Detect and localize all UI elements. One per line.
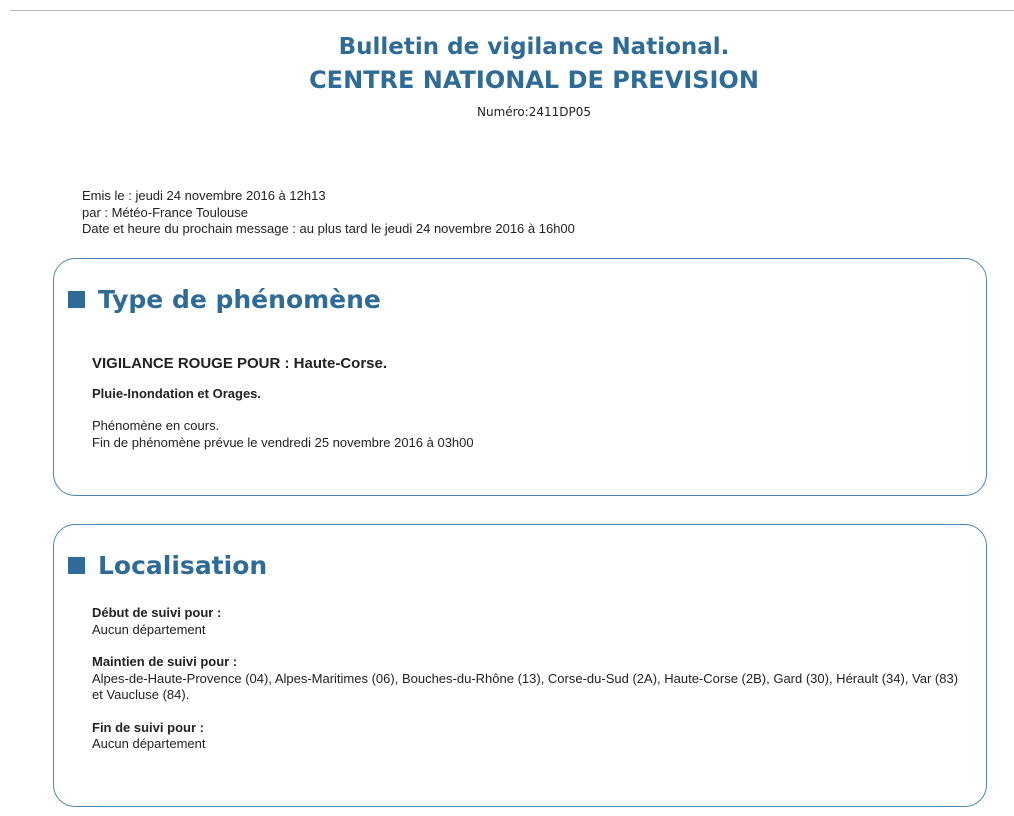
issued-date: Emis le : jeudi 24 novembre 2016 à 12h13 (82, 188, 326, 203)
phenomenon-header (68, 285, 381, 314)
phenomenon-body (92, 355, 474, 451)
localisation-panel (53, 524, 987, 807)
top-divider (10, 10, 1014, 11)
bulletin-title: Bulletin de vigilance National. (338, 34, 730, 60)
localisation-body (92, 605, 972, 769)
phenomenon-end: Fin de phénomène prévue le vendredi 25 novembre 2016 à 03h00 (92, 434, 474, 450)
fin-value: Aucun département (92, 736, 206, 751)
debut-value: Aucun département (92, 621, 206, 637)
maintien-block (92, 654, 972, 704)
square-bullet-icon (68, 557, 85, 574)
maintien-label: Maintien de suivi pour : (92, 654, 238, 669)
localisation-heading: Localisation (98, 551, 268, 580)
issued-by: par : Météo-France Toulouse (82, 204, 248, 220)
phenomenon-status: Phénomène en cours. (92, 418, 220, 433)
square-bullet-icon (68, 291, 85, 308)
red-alert-text: VIGILANCE ROUGE POUR : Haute-Corse. (92, 355, 388, 372)
maintien-value: Alpes-de-Haute-Provence (04), Alpes-Maritimes (06), Bouches-du-Rhône (13), Corse-du-Sud (2A), Haute-Corse (2B), Gard (30), Hérault (34), Var (83) et Vaucluse (84). (92, 670, 959, 702)
phenomenon-heading: Type de phénomène (98, 285, 381, 314)
bulletin-meta (82, 188, 575, 238)
phenomenon-panel (53, 258, 987, 496)
fin-block (92, 720, 972, 753)
debut-block (92, 605, 972, 638)
centre-title: CENTRE NATIONAL DE PREVISION (309, 66, 759, 94)
hazard-type: Pluie-Inondation et Orages. (92, 386, 262, 401)
debut-label: Début de suivi pour : (92, 605, 222, 620)
fin-label: Fin de suivi pour : (92, 719, 204, 735)
localisation-header (68, 551, 267, 580)
bulletin-number: Numéro:2411DP05 (477, 105, 591, 119)
next-message-date: Date et heure du prochain message : au plus tard le jeudi 24 novembre 2016 à 16h00 (82, 221, 575, 236)
